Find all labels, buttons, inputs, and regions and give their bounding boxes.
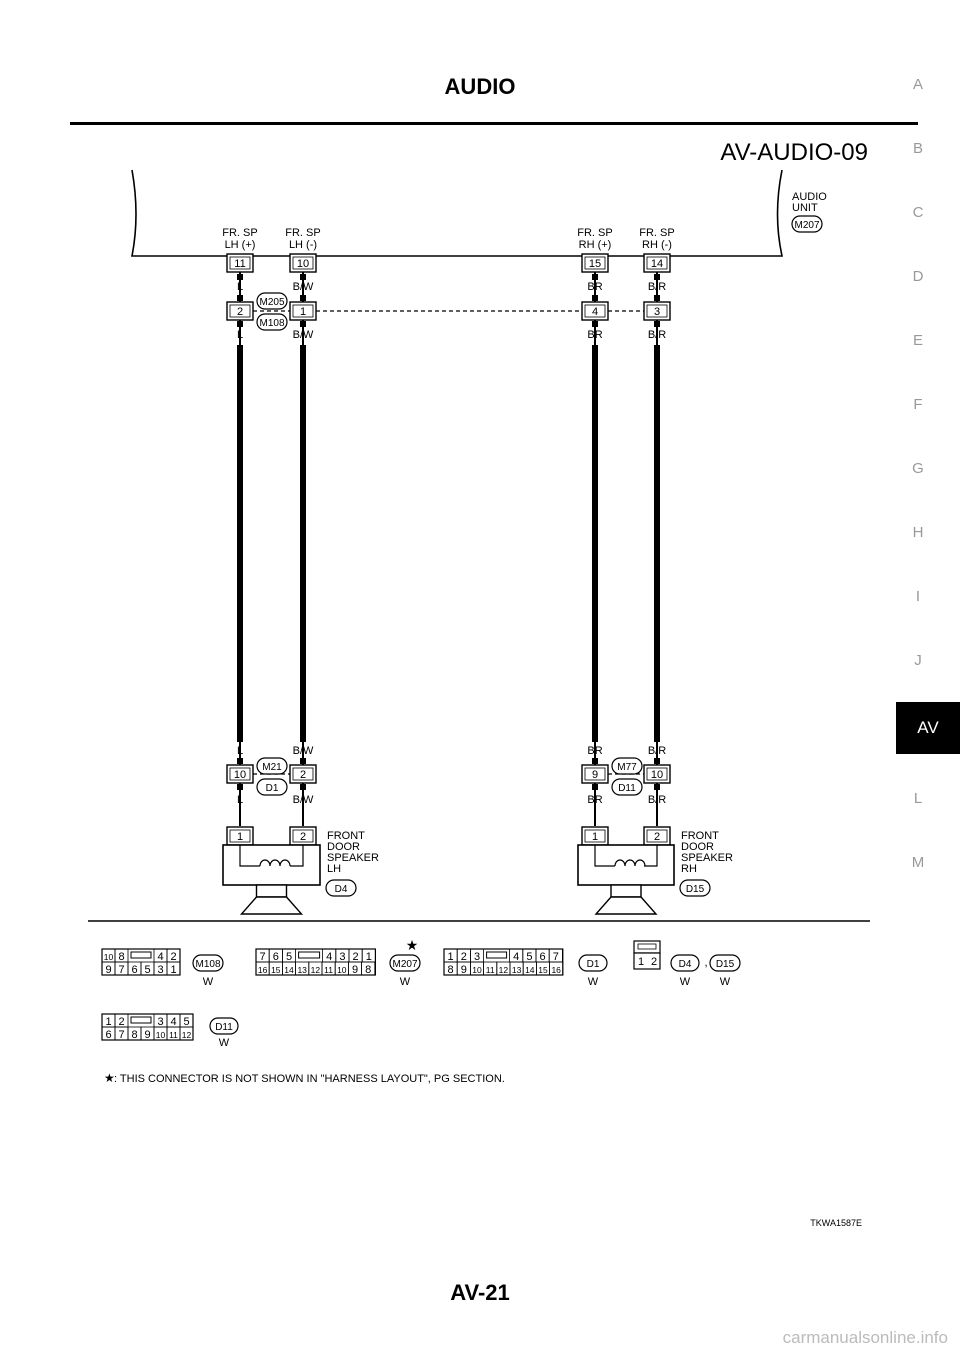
low-conn-right-upper-label: M77 (617, 762, 637, 773)
low-stub-a-2 (592, 758, 598, 764)
low-stub-b-2 (592, 784, 598, 790)
mid-stub-a-2 (592, 295, 598, 301)
mid-pin-0-num: 2 (236, 306, 244, 318)
index-tab-f[interactable]: F (913, 396, 923, 413)
m207-name-label: M207 (392, 959, 418, 970)
m207-face-top-pin-4: 3 (339, 951, 346, 963)
d1-face-bot-pin-8: 16 (551, 965, 561, 975)
audio-unit-connector-label: M207 (794, 220, 820, 231)
m207-face-bot-pin-1: 15 (271, 965, 281, 975)
speaker-lh-magnet (257, 885, 287, 897)
d11-color: W (218, 1037, 230, 1049)
m108-face-key (131, 952, 151, 958)
d1-face-top-pin-1: 2 (460, 951, 467, 963)
wire-color-c-1: B/W (292, 745, 314, 757)
m207-face-top-pin-3: 4 (326, 951, 333, 963)
wire-color-d-2: BR (587, 794, 603, 806)
wire-color-b-1: B/W (292, 329, 314, 341)
terminal-label-2-b: RH (+) (578, 239, 612, 251)
terminal-label-2: FR. SP (577, 227, 613, 239)
d1-face-bot-pin-5: 13 (511, 965, 522, 975)
d11-face-top-pin-3: 4 (170, 1016, 177, 1028)
d1-color: W (587, 976, 599, 988)
d11-face-bot-pin-2: 8 (131, 1029, 138, 1041)
d1-face-top-pin-6: 7 (552, 951, 559, 963)
terminal-label-0: FR. SP (222, 227, 258, 239)
mid-stub-a-0 (237, 295, 243, 301)
wire-color-d-3: B/R (647, 794, 667, 806)
m108-face-bot-pin-5: 1 (170, 964, 177, 976)
index-tab-c[interactable]: C (912, 204, 924, 221)
m108-face-bot-pin-2: 6 (131, 964, 138, 976)
d1-face-bot-pin-0: 8 (447, 964, 454, 976)
index-tab-g[interactable]: G (912, 460, 924, 477)
speaker-lh-label-2: SPEAKER (327, 852, 379, 864)
watermark: carmanualsonline.info (782, 1328, 948, 1347)
m108-face-bot-pin-0: 9 (105, 964, 112, 976)
m207-face-bot-pin-2: 14 (284, 965, 294, 975)
mid-stub-b-1 (300, 321, 306, 327)
page-title: AUDIO (444, 74, 516, 99)
d11-face-top-pin-2: 3 (157, 1016, 164, 1028)
m108-face-top-pin-0: 10 (103, 952, 114, 962)
wire-color-b-2: BR (587, 329, 603, 341)
d11-face-bot-pin-5: 11 (169, 1030, 178, 1040)
page-number: AV-21 (450, 1280, 510, 1305)
d1-face-key (487, 952, 507, 958)
d11-face-bot-pin-1: 7 (118, 1029, 125, 1041)
terminal-label-3-b: RH (-) (642, 239, 672, 251)
mid-pin-3-num: 3 (653, 306, 661, 318)
d1-face-top-pin-2: 3 (473, 951, 481, 963)
d1-face-top-pin-5: 6 (539, 951, 546, 963)
index-tab-b[interactable]: B (912, 140, 923, 157)
top-stub-3 (654, 274, 660, 280)
low-stub-b-0 (237, 784, 243, 790)
speaker-lh-pin-2-num: 2 (299, 831, 307, 843)
low-pin-3-num: 10 (650, 769, 664, 781)
index-tab-e[interactable]: E (912, 332, 923, 349)
m108-face-bot-pin-1: 7 (118, 964, 125, 976)
top-pin-2-num: 15 (588, 258, 602, 270)
mid-stub-b-0 (237, 321, 243, 327)
note-text: : THIS CONNECTOR IS NOT SHOWN IN "HARNESS LAYOUT", PG SECTION. (114, 1073, 505, 1085)
top-pin-3-num: 14 (650, 258, 664, 270)
low-pin-1-num: 2 (299, 769, 307, 781)
index-tab-h[interactable]: H (912, 524, 924, 541)
speaker-lh-box (223, 845, 320, 885)
d11-face-top-pin-4: 5 (183, 1016, 190, 1028)
d4-name-label: D4 (678, 959, 692, 970)
m207-face-top-pin-2: 5 (285, 951, 293, 963)
d1-face-top-pin-0: 1 (447, 951, 454, 963)
mid-pin-1-num: 1 (299, 306, 307, 318)
index-tab-m[interactable]: M (911, 854, 925, 871)
m108-face-top-pin-3: 2 (170, 951, 177, 963)
mid-stub-a-1 (300, 295, 306, 301)
d11-face-top-pin-1: 2 (118, 1016, 125, 1028)
m207-face-bot-pin-8: 8 (365, 964, 372, 976)
m108-face-bot-pin-3: 5 (144, 964, 151, 976)
low-stub-a-0 (237, 758, 243, 764)
m207-face-bot-pin-6: 10 (337, 965, 347, 975)
low-conn-right-lower-label: D11 (618, 783, 636, 794)
low-pin-0-num: 10 (233, 769, 247, 781)
d11-face-bot-pin-0: 6 (105, 1029, 112, 1041)
top-stub-1 (300, 274, 306, 280)
terminal-label-1-b: LH (-) (288, 239, 318, 251)
speaker-rh-pin-1-num: 1 (591, 831, 599, 843)
low-stub-b-3 (654, 784, 660, 790)
index-tab-a[interactable]: A (912, 76, 923, 93)
speaker-rh-label-2: SPEAKER (681, 852, 733, 864)
wire-color-b-3: B/R (647, 329, 667, 341)
wire-color-b-0: L (236, 329, 244, 341)
wire-color-d-0: L (236, 794, 244, 806)
m207-face-top-pin-0: 7 (259, 951, 266, 963)
d1-face-top-pin-4: 5 (526, 951, 533, 963)
audio-unit-label: AUDIO (792, 191, 827, 203)
low-conn-left-upper-label: M21 (262, 762, 282, 773)
low-stub-b-1 (300, 784, 306, 790)
d11-name-label: D11 (215, 1022, 233, 1033)
figure-code: TKWA1587E (810, 1218, 862, 1228)
wire-color-a-1: B/W (292, 281, 314, 293)
terminal-label-1: FR. SP (285, 227, 321, 239)
terminal-label-3: FR. SP (639, 227, 675, 239)
speaker-rh-label-1: DOOR (681, 841, 714, 853)
mid-stub-a-3 (654, 295, 660, 301)
d15-color: W (719, 976, 731, 988)
speaker-lh-label-3: LH (327, 863, 342, 875)
d1-face-bot-pin-6: 14 (525, 965, 535, 975)
mid-pin-2-num: 4 (591, 306, 599, 318)
m207-face-top-pin-6: 1 (365, 951, 372, 963)
d11-face-bot-pin-6: 12 (181, 1030, 192, 1040)
note-star: ★ (104, 1071, 115, 1085)
m108-face-bot-pin-4: 3 (157, 964, 164, 976)
m207-face-bot-pin-5: 11 (324, 965, 334, 975)
speaker-lh-connector-label: D4 (334, 884, 348, 895)
d1-face-top-pin-3: 4 (513, 951, 520, 963)
speaker-rh-label-0: FRONT (681, 830, 719, 842)
speaker-rh-box (578, 845, 674, 885)
top-pin-0-num: 11 (234, 258, 246, 270)
d11-face-key (131, 1017, 151, 1023)
wire-color-c-0: L (236, 745, 244, 757)
d1-face-bot-pin-1: 9 (460, 964, 467, 976)
low-pin-2-num: 9 (591, 769, 599, 781)
speaker-rh-cone (596, 897, 656, 914)
index-tab-av[interactable]: AV (896, 702, 960, 754)
d11-face-top-pin-0: 1 (105, 1016, 112, 1028)
m108-name-label: M108 (195, 959, 221, 970)
d15-name-label: D15 (715, 959, 735, 970)
index-tab-d[interactable]: D (912, 268, 924, 285)
speaker-rh-label-3: RH (681, 863, 697, 875)
index-tab-i[interactable]: I (915, 588, 921, 605)
speaker-rh-pin-2-num: 2 (653, 831, 661, 843)
d11-face-bot-pin-4: 10 (155, 1030, 166, 1040)
d1-face-bot-pin-4: 12 (498, 965, 509, 975)
speaker-rh-magnet (611, 885, 641, 897)
terminal-label-0-b: LH (+) (224, 239, 256, 251)
m108-face-top-pin-1: 8 (118, 951, 125, 963)
m207-face-bot-pin-0: 16 (257, 965, 268, 975)
speaker-lh-label-1: DOOR (327, 841, 360, 853)
top-stub-2 (592, 274, 598, 280)
m207-face-bot-pin-4: 12 (310, 965, 321, 975)
mid-stub-b-2 (592, 321, 598, 327)
mid-stub-b-3 (654, 321, 660, 327)
speaker-lh-pin-1-num: 1 (236, 831, 244, 843)
wire-color-d-1: B/W (292, 794, 314, 806)
audio-unit-label-2: UNIT (792, 202, 818, 214)
d4-color: W (679, 976, 691, 988)
mid-conn-upper-label: M205 (259, 297, 285, 308)
d1-name-label: D1 (586, 959, 600, 970)
d1-face-bot-pin-3: 11 (485, 965, 495, 975)
d1-face-bot-pin-7: 15 (538, 965, 548, 975)
index-tab-j[interactable]: J (914, 652, 922, 669)
d4d15-sep: , (704, 957, 708, 969)
m207-star: ★ (405, 937, 419, 953)
wire-color-a-3: B/R (647, 281, 667, 293)
low-stub-a-1 (300, 758, 306, 764)
d11-face-bot-pin-3: 9 (144, 1029, 151, 1041)
wire-color-c-3: B/R (647, 745, 667, 757)
mid-conn-lower-label: M108 (259, 318, 285, 329)
wire-color-a-0: L (236, 281, 244, 293)
m108-face-top-pin-2: 4 (157, 951, 164, 963)
m207-face-key (299, 952, 320, 958)
diagram-code: AV-AUDIO-09 (720, 139, 868, 166)
speaker-lh-cone (242, 897, 302, 914)
low-conn-left-lower-label: D1 (265, 783, 279, 794)
d4d15-pin-1: 1 (637, 956, 645, 968)
low-stub-a-3 (654, 758, 660, 764)
index-tab-l[interactable]: L (913, 790, 923, 807)
m207-face-top-pin-5: 2 (352, 951, 359, 963)
wire-color-a-2: BR (587, 281, 603, 293)
m108-color: W (202, 976, 214, 988)
m207-face-bot-pin-7: 9 (351, 964, 359, 976)
m207-color: W (399, 976, 411, 988)
wire-color-c-2: BR (587, 745, 603, 757)
top-pin-1-num: 10 (296, 258, 310, 270)
m207-face-bot-pin-3: 13 (297, 965, 307, 975)
speaker-lh-label-0: FRONT (327, 830, 365, 842)
d4d15-pin-2: 2 (650, 956, 658, 968)
top-stub-0 (237, 274, 243, 280)
d1-face-bot-pin-2: 10 (472, 965, 482, 975)
speaker-rh-connector-label: D15 (685, 884, 705, 895)
m207-face-top-pin-1: 6 (272, 951, 279, 963)
